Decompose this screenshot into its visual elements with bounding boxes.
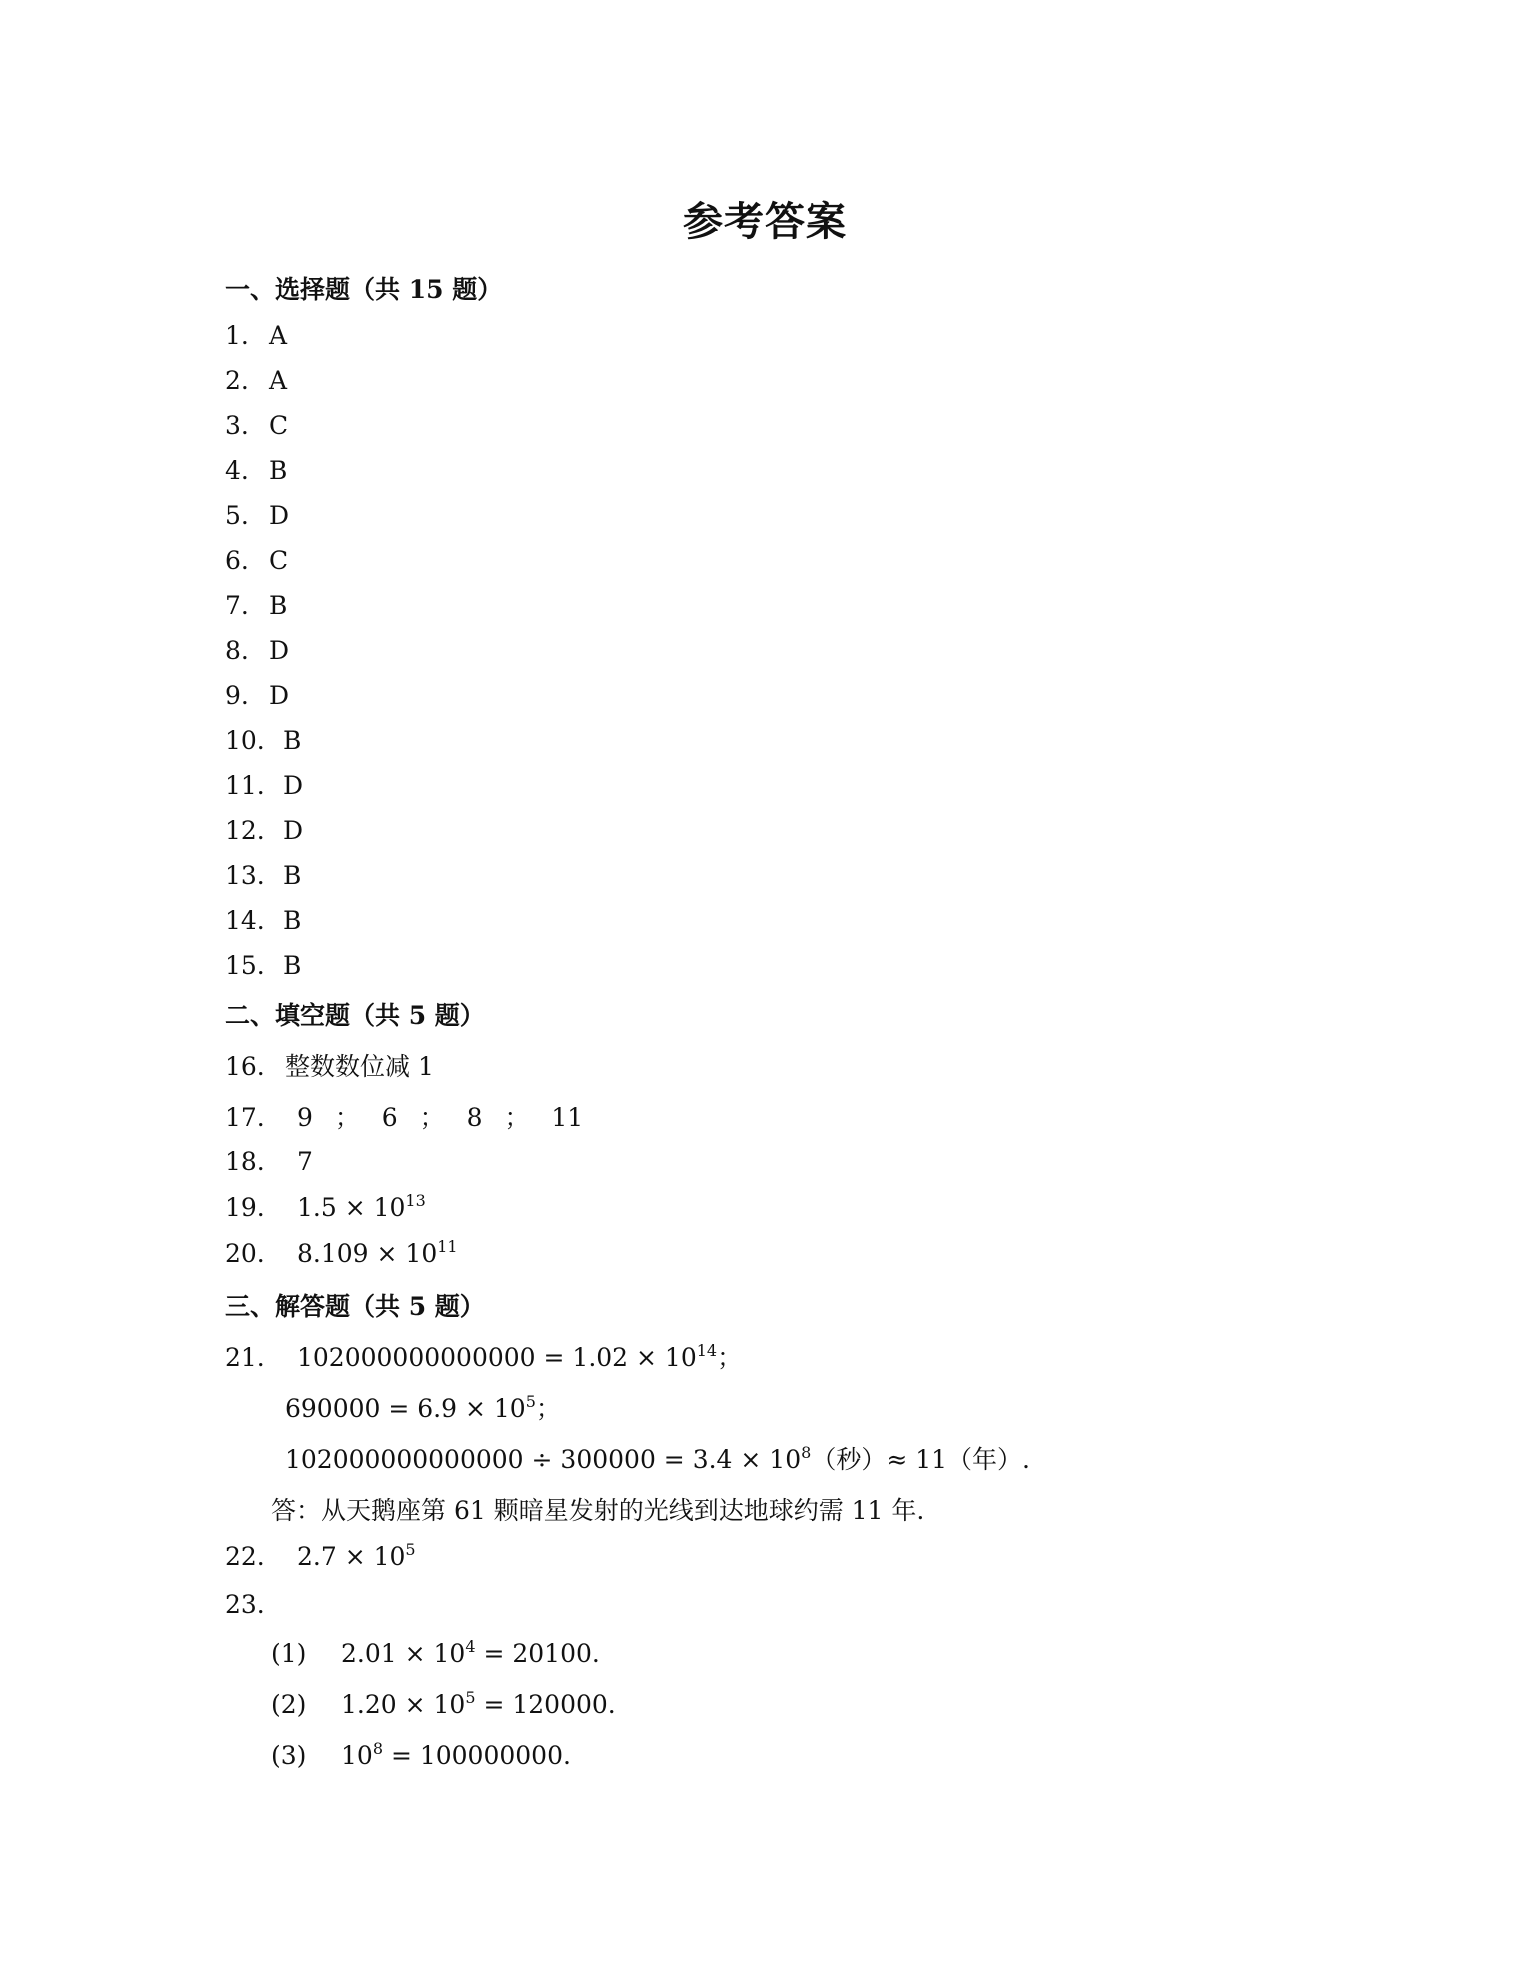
- answer-row: [225, 1047, 434, 1083]
- question-number: 11.: [225, 771, 265, 800]
- answer-row: [225, 1590, 283, 1619]
- answer-value: 9 ； 6 ； 8 ； 11: [297, 1103, 584, 1132]
- math-exponent: 8: [372, 1739, 383, 1758]
- math-base: 8.109 × 10: [297, 1239, 438, 1268]
- answer-row: [225, 816, 303, 845]
- answer-value: A: [269, 366, 288, 395]
- sub-label: (2): [271, 1690, 307, 1719]
- answer-row: [225, 1147, 313, 1176]
- question-number: 9.: [225, 681, 249, 710]
- answer-row: [225, 861, 301, 890]
- question-number: 7.: [225, 591, 249, 620]
- question-number: 23.: [225, 1590, 265, 1619]
- answer-value: B: [283, 951, 302, 980]
- question-number: 16.: [225, 1052, 265, 1081]
- question-number: 18.: [225, 1147, 265, 1176]
- answer-value: [297, 1542, 416, 1571]
- question-number: 12.: [225, 816, 265, 845]
- math-base: 1.20 × 10: [341, 1690, 466, 1719]
- answer-row: [225, 546, 288, 575]
- answer-row: [225, 1542, 416, 1571]
- question-number: 3.: [225, 411, 249, 440]
- answer-value: B: [269, 591, 288, 620]
- answer-row: [225, 321, 287, 350]
- answer-value: C: [269, 411, 289, 440]
- answer-value: D: [283, 816, 304, 845]
- answer-row: [225, 906, 301, 935]
- answer-value: D: [283, 771, 304, 800]
- math-base: 2.01 × 10: [341, 1639, 466, 1668]
- question-number: 22.: [225, 1542, 265, 1571]
- section-heading-choice: 一、选择题（共 15 题）: [225, 275, 503, 304]
- answer-row: [225, 636, 289, 665]
- question-number: 20.: [225, 1239, 265, 1268]
- math-exponent: 14: [696, 1341, 718, 1360]
- question-number: 2.: [225, 366, 249, 395]
- answer-value: A: [269, 321, 288, 350]
- answer-row: [225, 1098, 583, 1134]
- question-number: 5.: [225, 501, 249, 530]
- question-number: 6.: [225, 546, 249, 575]
- math-base: 102000000000000 = 1.02 × 10: [297, 1343, 697, 1372]
- sub-answer: [271, 1741, 571, 1770]
- answer-row: [225, 1193, 426, 1222]
- answer-value: D: [269, 636, 290, 665]
- math-exponent: 8: [801, 1443, 812, 1462]
- answer-value: [297, 1193, 426, 1222]
- math-base: 1.5 × 10: [297, 1193, 406, 1222]
- math-exponent: 13: [405, 1191, 426, 1210]
- question-number: 21.: [225, 1343, 265, 1372]
- math-base: 10: [341, 1741, 373, 1770]
- answer-value: B: [283, 861, 302, 890]
- punctuation: ；: [535, 1394, 561, 1423]
- equation-tail: = 100000000.: [383, 1741, 571, 1770]
- punctuation: ；: [717, 1343, 743, 1372]
- math-exponent: 5: [465, 1688, 476, 1707]
- answer-row: [225, 1239, 458, 1268]
- equation-line: [285, 1440, 1030, 1476]
- sub-answer: [271, 1690, 616, 1719]
- answer-statement: 答：从天鹅座第 61 颗暗星发射的光线到达地球约需 11 年.: [271, 1496, 925, 1525]
- question-number: 19.: [225, 1193, 265, 1222]
- answer-value: D: [269, 681, 290, 710]
- math-exponent: 5: [525, 1392, 536, 1411]
- answer-row: [225, 1338, 742, 1374]
- answer-row: [225, 681, 289, 710]
- answer-value: B: [283, 906, 302, 935]
- answer-value: 整数数位减 1: [285, 1052, 434, 1081]
- answer-value: B: [269, 456, 288, 485]
- page-title: 参考答案: [683, 198, 847, 245]
- answer-row: [225, 771, 303, 800]
- sub-label: (1): [271, 1639, 307, 1668]
- math-base: 690000 = 6.9 × 10: [285, 1394, 526, 1423]
- question-number: 8.: [225, 636, 249, 665]
- question-number: 13.: [225, 861, 265, 890]
- equation-tail: = 20100.: [475, 1639, 600, 1668]
- math-base: 2.7 × 10: [297, 1542, 406, 1571]
- question-number: 4.: [225, 456, 249, 485]
- question-number: 1.: [225, 321, 249, 350]
- question-number: 15.: [225, 951, 265, 980]
- math-exponent: 4: [465, 1637, 476, 1656]
- section-heading-fill: 二、填空题（共 5 题）: [225, 1001, 485, 1030]
- math-exponent: 11: [437, 1237, 458, 1256]
- math-base: 102000000000000 ÷ 300000 = 3.4 × 10: [285, 1445, 802, 1474]
- question-number: 17.: [225, 1103, 265, 1132]
- answer-row: [225, 591, 287, 620]
- answer-value: B: [283, 726, 302, 755]
- answer-row: [225, 456, 287, 485]
- section-heading-solve: 三、解答题（共 5 题）: [225, 1292, 485, 1321]
- answer-row: [225, 411, 288, 440]
- answer-row: [225, 366, 287, 395]
- sub-answer: [271, 1639, 600, 1668]
- equation-line: [285, 1389, 561, 1425]
- sub-label: (3): [271, 1741, 307, 1770]
- answer-value: D: [269, 501, 290, 530]
- question-number: 14.: [225, 906, 265, 935]
- answer-row: [225, 726, 301, 755]
- answer-row: [225, 951, 301, 980]
- equation-tail: （秒）≈ 11（年）.: [811, 1445, 1030, 1474]
- answer-value: C: [269, 546, 289, 575]
- answer-value: [297, 1239, 458, 1268]
- equation-tail: = 120000.: [475, 1690, 616, 1719]
- question-number: 10.: [225, 726, 265, 755]
- math-exponent: 5: [405, 1540, 416, 1559]
- equation-line: [297, 1343, 742, 1372]
- answer-row: [225, 501, 289, 530]
- answer-value: 7: [297, 1147, 313, 1176]
